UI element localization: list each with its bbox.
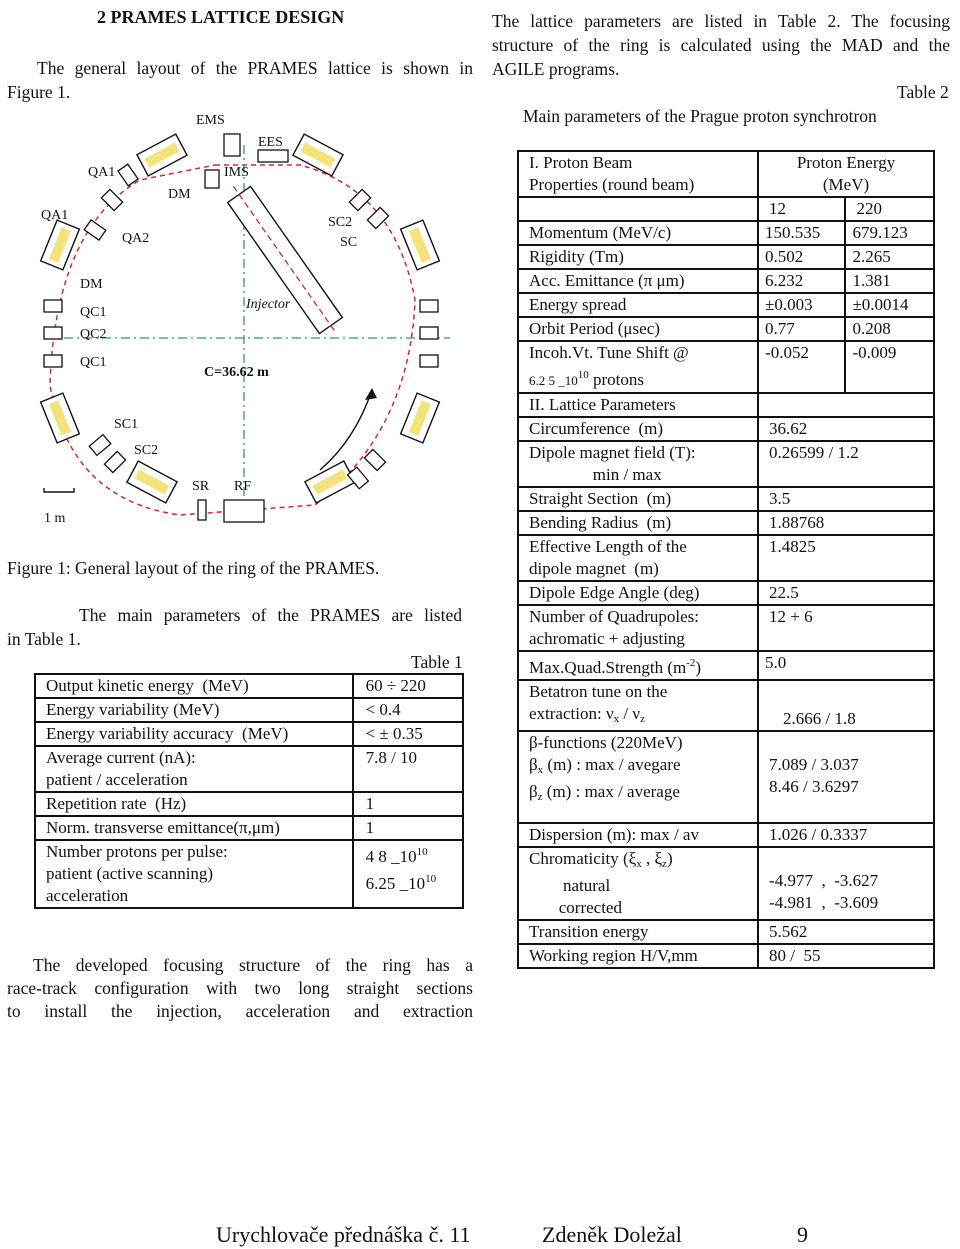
- table1-row: [35, 792, 463, 816]
- table2-lattice-value: 1.88768: [758, 511, 934, 535]
- label-qa1-left: QA1: [41, 208, 69, 223]
- table2-label: Table 2: [897, 82, 949, 102]
- t2-energy-col-12: 12: [758, 197, 845, 221]
- table1-row: [35, 722, 463, 746]
- table2-lattice-value: 12 + 6: [758, 605, 934, 651]
- table2-beam-row: [518, 269, 934, 293]
- t2-tune-shift-220: -0.009: [845, 341, 934, 393]
- label-sc1: SC1: [114, 417, 139, 432]
- table2-beam-param: Orbit Period (μsec): [518, 317, 758, 341]
- t2-max-quad-value: 5.0: [758, 651, 934, 680]
- label-rf: RF: [234, 479, 252, 494]
- scale-bar: [44, 488, 74, 492]
- table2-beam-param: Energy spread: [518, 293, 758, 317]
- label-qc2: QC2: [80, 327, 107, 342]
- table2-beam-param: Momentum (MeV/c): [518, 221, 758, 245]
- table1-row: [35, 746, 463, 792]
- table2-lattice-value: 5.562: [758, 920, 934, 944]
- label-injector: Injector: [246, 297, 291, 312]
- table2-lattice-value: 80 / 55: [758, 944, 934, 968]
- table1-value: 1: [353, 792, 463, 816]
- label-circumference: C=36.62 m: [204, 365, 269, 380]
- table2-lattice-value: 0.26599 / 1.2: [758, 441, 934, 487]
- table2-beam-value: 150.535: [758, 221, 845, 245]
- t2-tune-shift-12: -0.052: [758, 341, 845, 393]
- table2-title: Main parameters of the Prague proton synchrotron: [523, 106, 877, 126]
- table2-lattice-row: [518, 417, 934, 441]
- table2-beam-value: 0.502: [758, 245, 845, 269]
- table2-beam-value: 2.265: [845, 245, 934, 269]
- table2-lattice-param: Dispersion (m): max / av: [518, 823, 758, 847]
- table2-beam-param: Rigidity (Tm): [518, 245, 758, 269]
- table2-lattice-row: [518, 487, 934, 511]
- label-ims: IMS: [224, 165, 249, 180]
- footer-page-number: 9: [797, 1222, 808, 1247]
- table2-lattice-row: [518, 920, 934, 944]
- table1-param: Repetition rate (Hz): [35, 792, 353, 816]
- table2-beam-value: ±0.0014: [845, 293, 934, 317]
- table2-lattice-param: Straight Section (m): [518, 487, 758, 511]
- label-sc-top: SC: [340, 235, 358, 250]
- table1-param: Energy variability accuracy (MeV): [35, 722, 353, 746]
- table1-value: < ± 0.35: [353, 722, 463, 746]
- right-para-line-3: AGILE programs.: [492, 59, 620, 79]
- para2-line-1: The main parameters of the PRAMES are listed: [79, 605, 462, 625]
- table2-lattice-row: [518, 581, 934, 605]
- table2-beam-value: 0.77: [758, 317, 845, 341]
- table2-lattice-value: 1.4825: [758, 535, 934, 581]
- footer-author: Zdeněk Doležal: [542, 1222, 682, 1247]
- label-qc1-bottom: QC1: [80, 355, 107, 370]
- para3-line-1: The developed focusing structure of the ring has a: [33, 955, 473, 975]
- table2-lattice-row: [518, 944, 934, 968]
- table1-value: 4 8 $\_10^{10}$ 6.25 $\_10^{10}$: [353, 840, 463, 908]
- table1-row: [35, 698, 463, 722]
- page-footer: [0, 1218, 960, 1248]
- table2-lattice-param: Dipole magnet field (T): min / max: [518, 441, 758, 487]
- label-qa1-top: QA1: [88, 165, 116, 180]
- table2-lattice-param: Dipole Edge Angle (deg): [518, 581, 758, 605]
- label-qc1-top: QC1: [80, 305, 107, 320]
- right-para-line-1: The lattice parameters are listed in Table 2. The focusing: [492, 11, 950, 31]
- intro-line-2: Figure 1.: [7, 82, 71, 102]
- label-qa2: QA2: [122, 231, 150, 246]
- table1-value: 1: [353, 816, 463, 840]
- table2-lattice-value: 1.026 / 0.3337: [758, 823, 934, 847]
- table2-lattice-row: [518, 441, 934, 487]
- t2-beta-value: 7.089 / 3.037 8.46 / 3.6297: [758, 731, 934, 823]
- table2-beam-row: [518, 317, 934, 341]
- label-sc2-bottom: SC2: [134, 443, 159, 458]
- t2-empty-cell: [518, 197, 758, 221]
- table2-beam-row: [518, 293, 934, 317]
- t2-tune-shift-param: Incoh.Vt. Tune Shift @ 6.2 5 $\_10^{10}$ protons: [518, 341, 758, 393]
- table1-value: 7.8 / 10: [353, 746, 463, 792]
- injector-channel: [222, 178, 348, 342]
- label-dm-top: DM: [168, 187, 191, 202]
- t2-chromaticity-param: Chromaticity ($\xi_x$ , $\xi_z$) natural corrected: [518, 847, 758, 920]
- table1-param: Number protons per pulse: patient (active scanning) acceleration: [35, 840, 353, 908]
- table1-row: [35, 674, 463, 698]
- t2-max-quad-param: Max.Quad.Strength $(m^{-2})$: [518, 651, 758, 680]
- t2-betatron-value: 2.666 / 1.8: [758, 680, 934, 731]
- label-sc2-top: SC2: [328, 215, 353, 230]
- table2-beam-value: 1.381: [845, 269, 934, 293]
- section-heading: 2 PRAMES LATTICE DESIGN: [97, 7, 345, 27]
- para3-line-3: to install the injection, acceleration and extraction: [7, 1001, 473, 1021]
- para3-line-2: race-track configuration with two long straight sections: [7, 978, 473, 998]
- label-scale: 1 m: [44, 511, 66, 526]
- table-2: [517, 150, 935, 969]
- label-sr: SR: [192, 479, 210, 494]
- table-1: [34, 673, 464, 909]
- t2-betatron-param: Betatron tune on the extraction: $\nu_x / \nu_z$: [518, 680, 758, 731]
- label-ees: EES: [258, 135, 283, 150]
- table2-beam-value: 679.123: [845, 221, 934, 245]
- t2-beta-param: β-functions (220MeV) $\beta_x$ (m) : max / avegare $\beta_z$ (m) : max / average: [518, 731, 758, 823]
- table1-param: Norm. transverse emittance(π,μm): [35, 816, 353, 840]
- table1-param: Output kinetic energy (MeV): [35, 674, 353, 698]
- footer-course: Urychlovače přednáška č. 11: [216, 1222, 471, 1247]
- table2-beam-row: [518, 221, 934, 245]
- table2-lattice-value: 22.5: [758, 581, 934, 605]
- table2-lattice-param: Bending Radius (m): [518, 511, 758, 535]
- table2-lattice-param: Working region H/V,mm: [518, 944, 758, 968]
- right-para-line-2: structure of the ring is calculated using the MAD and the: [492, 35, 950, 55]
- t2-energy-col-220: 220: [845, 197, 934, 221]
- table2-lattice-param: Circumference (m): [518, 417, 758, 441]
- label-dm-left: DM: [80, 277, 103, 292]
- t2-energy-head: Proton Energy (MeV): [758, 151, 934, 197]
- t2-chromaticity-value: -4.977 , -3.627 -4.981 , -3.609: [758, 847, 934, 920]
- table2-beam-value: ±0.003: [758, 293, 845, 317]
- t2-section1-head: I. Proton Beam Properties (round beam): [518, 151, 758, 197]
- table2-beam-value: 0.208: [845, 317, 934, 341]
- table2-beam-param: Acc. Emittance (π μm): [518, 269, 758, 293]
- table2-lattice-value: 3.5: [758, 487, 934, 511]
- table2-lattice-param: Effective Length of the dipole magnet (m): [518, 535, 758, 581]
- table1-label: Table 1: [411, 652, 463, 672]
- table1-param: Average current (nA): patient / acceleration: [35, 746, 353, 792]
- table2-beam-value: 6.232: [758, 269, 845, 293]
- intro-line-1: The general layout of the PRAMES lattice is shown in: [37, 58, 473, 78]
- table2-lattice-row: [518, 535, 934, 581]
- t2-section2-head: II. Lattice Parameters: [518, 393, 758, 417]
- table2-beam-row: [518, 245, 934, 269]
- table2-lattice-row: [518, 605, 934, 651]
- table1-value: < 0.4: [353, 698, 463, 722]
- table1-row: [35, 816, 463, 840]
- rf-elements: [198, 500, 264, 522]
- table2-lattice-row: [518, 823, 934, 847]
- table1-row: [35, 840, 463, 908]
- t2-section2-blank: [758, 393, 934, 417]
- table2-lattice-param: Transition energy: [518, 920, 758, 944]
- table2-lattice-row: [518, 511, 934, 535]
- figure-caption: Figure 1: General layout of the ring of the PRAMES.: [7, 558, 380, 578]
- ring-layout-figure: [0, 100, 480, 540]
- table2-lattice-param: Number of Quadrupoles: achromatic + adjusting: [518, 605, 758, 651]
- table1-param: Energy variability (MeV): [35, 698, 353, 722]
- para2-line-2: in Table 1.: [7, 629, 81, 649]
- table2-lattice-value: 36.62: [758, 417, 934, 441]
- label-ems: EMS: [196, 113, 225, 128]
- table1-value: 60 ÷ 220: [353, 674, 463, 698]
